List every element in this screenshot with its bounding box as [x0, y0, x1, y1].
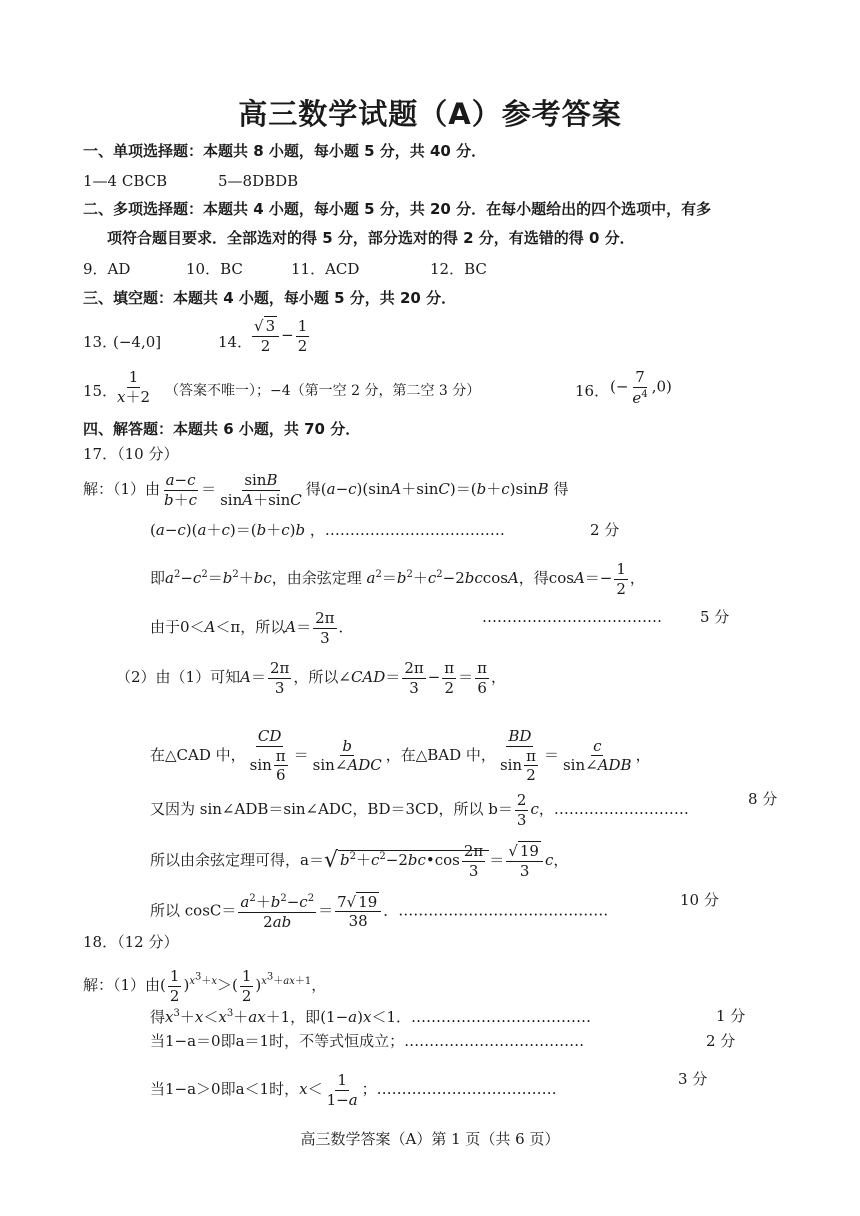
q18-points-2: 2 分: [706, 1032, 736, 1050]
q15-note: （答案不唯一）；−4（第一空 2 分，第二空 3 分）: [165, 383, 481, 399]
q18-solution-line-3: 当1−a＝0即a＝1时，不等式恒成立；………………………………: [150, 1032, 585, 1050]
q18-solution-line-1: 解：（1）由( $\frac{1}{2}$ )$^{x^3+x}$＞( $\frac{1}{2}$ )$^{x^3+ax+1}$，: [83, 967, 327, 1005]
q18-heading: 18．（12 分）: [83, 933, 179, 951]
q18-points-1: 1 分: [716, 1007, 746, 1025]
q17-solution-line-3: 即$a^2-c^2=b^2+bc$，由余弦定理 $a^2=b^2+c^2-2bccosA$，得cosA＝− $\frac{1}{2}$ ，: [150, 560, 645, 598]
page-footer: 高三数学答案（A）第 1 页（共 6 页）: [300, 1130, 560, 1148]
q17-part2-line-5: 所以 cosC＝ $\frac{a^2+b^2-c^2}{2ab}$ ＝ $\frac{7√ 19}{38}$ ．……………………………………: [150, 892, 609, 931]
q13-label: 13．: [83, 333, 118, 351]
answer-5-8: 5—8DBDB: [218, 172, 299, 190]
answer-1-4: 1—4 CBCB: [83, 172, 168, 190]
q16-label: 16．: [575, 382, 610, 400]
answer-11: 11．ACD: [291, 260, 360, 278]
section-2-heading-cont: 项符合题目要求．全部选对的得 5 分，部分选对的得 2 分，有选错的得 0 分．: [107, 229, 635, 247]
answer-10: 10．BC: [186, 260, 243, 278]
section-1-heading: 一、单项选择题：本题共 8 小题，每小题 5 分，共 40 分．: [83, 142, 487, 160]
q17-part2-line-3: 又因为 sin∠ADB＝sin∠ADC，BD＝3CD，所以 b＝ $\frac{2}{3}$ c，………………………: [150, 791, 689, 829]
q17-points-5: 5 分: [700, 608, 730, 626]
section-3-heading: 三、填空题：本题共 4 小题，每小题 5 分，共 20 分．: [83, 289, 457, 307]
q14-label: 14．: [218, 333, 253, 351]
answer-9: 9．AD: [83, 260, 131, 278]
q17-dots-5: ………………………………: [482, 608, 662, 626]
q17-heading: 17．（10 分）: [83, 445, 179, 463]
q15-label: 15．: [83, 382, 118, 400]
q14-answer: $\frac{√ 3}{2}$ − $\frac{1}{2}$: [254, 317, 308, 355]
q18-solution-line-2: 得$x^3+x<x^3+ax+1$，即(1−a)x＜1．………………………………: [150, 1008, 591, 1026]
q17-solution-line-2: (a−c)(a＋c)＝(b＋c)b ，………………………………: [150, 521, 505, 539]
q17-part2-line-1: （2）由（1）可知A＝ $\frac{2\pi}{3}$ ，所以∠CAD＝ $\frac{2\pi}{3}$ − $\frac{\pi}{2}$ ＝ $\frac{\pi}{6}$ ，: [116, 659, 507, 697]
q17-part2-line-2: 在△CAD 中， CD sin $\frac{\pi}{6}$ ＝ b sin∠ADC ，在△BAD 中， BD sin $\frac{\pi}{2}$ ＝ c sin∠ADB ，: [150, 727, 651, 784]
q13-answer: (−4,0]: [113, 333, 162, 351]
q17-solution-line-4: 由于0＜A＜π，所以A＝ $\frac{2\pi}{3}$ ．: [150, 609, 354, 647]
q17-points-2: 2 分: [590, 521, 620, 539]
q17-part2-line-4: 所以由余弦定理可得，a＝√ $b^2+c^2-2bc•\cos$ $\frac{2\pi}{3}$ ＝ $\frac{√ 19}{3}$ c，: [150, 842, 569, 880]
answer-12: 12．BC: [430, 260, 487, 278]
q16-answer: (− $\frac{7}{e^4}$ ,0): [610, 368, 672, 407]
q17-points-10: 10 分: [680, 891, 719, 909]
q18-solution-line-4: 当1−a＞0即a＜1时，x＜ $\frac{1}{1-a}$ ；………………………………: [150, 1071, 557, 1109]
q17-points-8: 8 分: [748, 790, 778, 808]
section-4-heading: 四、解答题：本题共 6 小题，共 70 分．: [83, 420, 361, 438]
q15-answer: $\frac{1}{x+2}$: [117, 368, 151, 406]
page-title: 高三数学试题（A）参考答案: [238, 97, 622, 131]
q17-solution-line-1: 解：（1）由 $\frac{a-c}{b+c}$ ＝ $\frac{\sin B}{\sin A+\sin C}$ 得(a−c)(sinA＋sinC)＝(b＋c)sinB 得: [83, 471, 569, 509]
q17-sol-label: 解：（1）由: [83, 480, 161, 498]
q18-points-3: 3 分: [678, 1070, 708, 1088]
section-2-heading: 二、多项选择题：本题共 4 小题，每小题 5 分，共 20 分．在每小题给出的四个选项中，有多: [83, 200, 712, 218]
